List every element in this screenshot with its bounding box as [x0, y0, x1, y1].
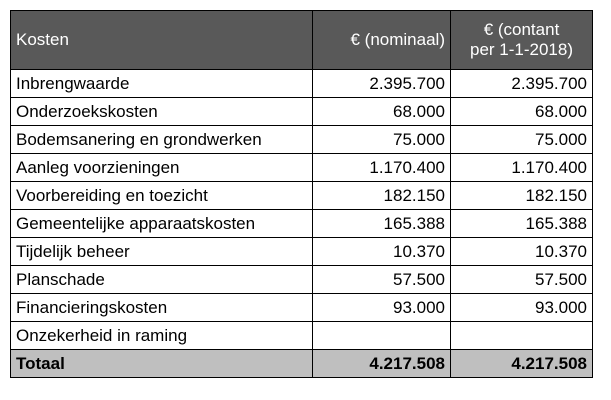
table-row: [11, 98, 593, 126]
row-contant: 75.000: [451, 126, 593, 154]
row-contant: 93.000: [451, 294, 593, 322]
row-label: Gemeentelijke apparaatskosten: [11, 210, 313, 238]
table-row: [11, 266, 593, 294]
header-nominaal: € (nominaal): [313, 11, 451, 70]
table-row: [11, 182, 593, 210]
table-row: [11, 70, 593, 98]
row-nominaal: 165.388: [313, 210, 451, 238]
row-label: Aanleg voorzieningen: [11, 154, 313, 182]
row-nominaal: [313, 322, 451, 350]
row-label: Voorbereiding en toezicht: [11, 182, 313, 210]
header-contant: [451, 11, 593, 70]
row-contant: [451, 322, 593, 350]
row-contant: 57.500: [451, 266, 593, 294]
row-contant: 1.170.400: [451, 154, 593, 182]
row-nominaal: 75.000: [313, 126, 451, 154]
row-label: Onderzoekskosten: [11, 98, 313, 126]
row-label: Onzekerheid in raming: [11, 322, 313, 350]
header-contant-line1: € (contant: [483, 20, 560, 39]
row-label: Inbrengwaarde: [11, 70, 313, 98]
row-contant: 10.370: [451, 238, 593, 266]
header-row: [11, 11, 593, 70]
row-contant: 2.395.700: [451, 70, 593, 98]
row-nominaal: 57.500: [313, 266, 451, 294]
table-row: [11, 322, 593, 350]
cost-table: [10, 10, 593, 378]
row-label: Financieringskosten: [11, 294, 313, 322]
total-contant: 4.217.508: [451, 350, 593, 378]
table-row: [11, 294, 593, 322]
row-nominaal: 182.150: [313, 182, 451, 210]
table-row: [11, 154, 593, 182]
total-label: Totaal: [11, 350, 313, 378]
row-contant: 68.000: [451, 98, 593, 126]
row-nominaal: 10.370: [313, 238, 451, 266]
row-contant: 165.388: [451, 210, 593, 238]
total-nominaal: 4.217.508: [313, 350, 451, 378]
row-nominaal: 2.395.700: [313, 70, 451, 98]
table-row: [11, 210, 593, 238]
header-contant-line2: per 1-1-2018): [469, 40, 573, 59]
row-nominaal: 68.000: [313, 98, 451, 126]
row-label: Bodemsanering en grondwerken: [11, 126, 313, 154]
row-nominaal: 1.170.400: [313, 154, 451, 182]
cost-table-container: [10, 10, 593, 378]
table-row: [11, 238, 593, 266]
row-nominaal: 93.000: [313, 294, 451, 322]
row-contant: 182.150: [451, 182, 593, 210]
table-row: [11, 126, 593, 154]
row-label: Tijdelijk beheer: [11, 238, 313, 266]
header-kosten: Kosten: [11, 11, 313, 70]
row-label: Planschade: [11, 266, 313, 294]
total-row: [11, 350, 593, 378]
